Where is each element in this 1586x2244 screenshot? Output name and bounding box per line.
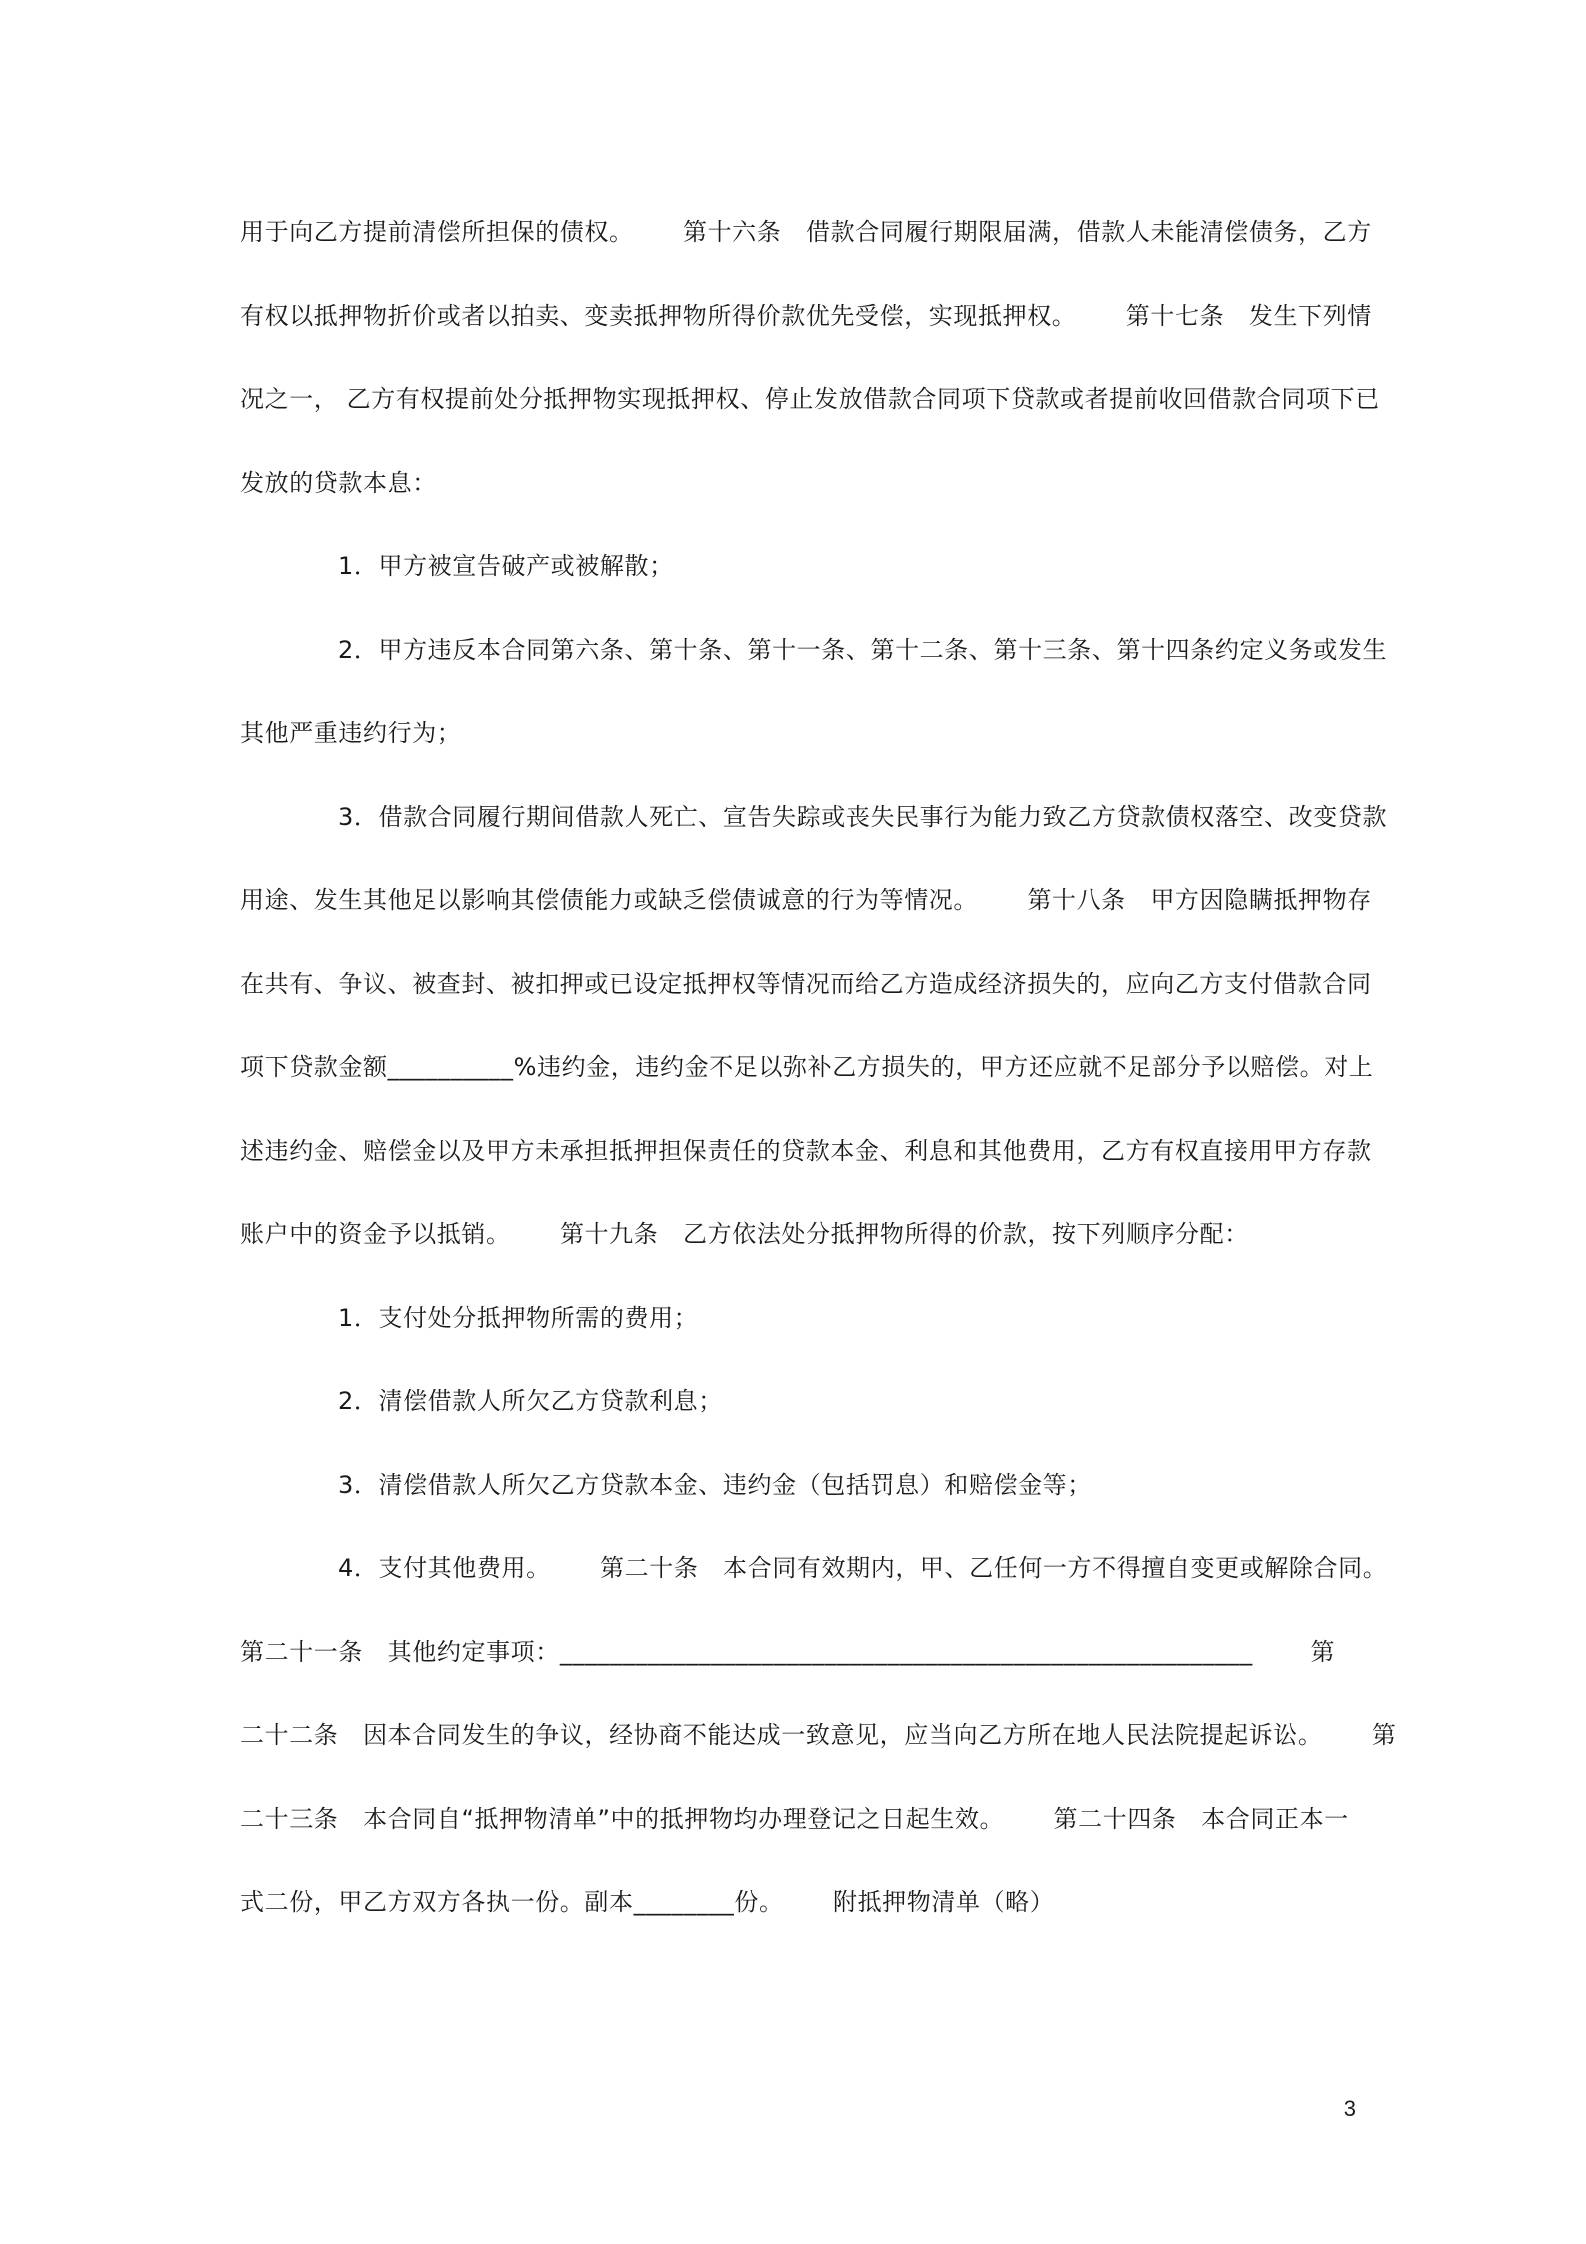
text-line: 况之一， 乙方有权提前处分抵押物实现抵押权、停止发放借款合同项下贷款或者提前收回借款合同项下已: [240, 385, 1380, 413]
text-line: 第二十一条 其他约定事项：_______________________________________________________ 第: [240, 1638, 1336, 1666]
text-line: 述违约金、赔偿金以及甲方未承担抵押担保责任的贷款本金、利息和其他费用，乙方有权直接用甲方存款: [240, 1137, 1372, 1165]
text-line: 二十二条 因本合同发生的争议，经协商不能达成一致意见，应当向乙方所在地人民法院提起诉讼。 第: [240, 1721, 1397, 1749]
text-line: 有权以抵押物折价或者以拍卖、变卖抵押物所得价款优先受偿，实现抵押权。 第十七条 发生下列情: [240, 302, 1372, 330]
page-number: 3: [1343, 2096, 1356, 2121]
list-item: 2．清偿借款人所欠乙方贷款利息；: [338, 1387, 723, 1415]
text-line: 二十三条 本合同自“抵押物清单”中的抵押物均办理登记之日起生效。 第二十四条 本合同正本一: [240, 1805, 1349, 1833]
text-line: 用途、发生其他足以影响其偿债能力或缺乏偿债诚意的行为等情况。 第十八条 甲方因隐瞒抵押物存: [240, 886, 1372, 914]
list-item: 2．甲方违反本合同第六条、第十条、第十一条、第十二条、第十三条、第十四条约定义务或发生: [338, 636, 1388, 664]
text-line: 账户中的资金予以抵销。 第十九条 乙方依法处分抵押物所得的价款，按下列顺序分配：: [240, 1220, 1249, 1248]
list-item: 4．支付其他费用。 第二十条 本合同有效期内，甲、乙任何一方不得擅自变更或解除合同。: [338, 1554, 1388, 1582]
text-line: 用于向乙方提前清偿所担保的债权。 第十六条 借款合同履行期限届满，借款人未能清偿债务，乙方: [240, 218, 1372, 246]
list-item: 1．甲方被宣告破产或被解散；: [338, 552, 674, 580]
list-item: 1．支付处分抵押物所需的费用；: [338, 1304, 699, 1332]
text-line: 式二份，甲乙方双方各执一份。副本________份。 附抵押物清单（略）: [240, 1888, 1055, 1916]
list-item: 3．清偿借款人所欠乙方贷款本金、违约金（包括罚息）和赔偿金等；: [338, 1471, 1092, 1499]
text-line: 在共有、争议、被查封、被扣押或已设定抵押权等情况而给乙方造成经济损失的，应向乙方支付借款合同: [240, 970, 1372, 998]
text-line: 其他严重违约行为；: [240, 719, 462, 747]
text-line: 项下贷款金额__________%违约金，违约金不足以弥补乙方损失的，甲方还应就不足部分予以赔偿。对上: [240, 1053, 1374, 1081]
text-line: 发放的贷款本息：: [240, 469, 437, 497]
list-item: 3．借款合同履行期间借款人死亡、宣告失踪或丧失民事行为能力致乙方贷款债权落空、改变贷款: [338, 803, 1388, 831]
